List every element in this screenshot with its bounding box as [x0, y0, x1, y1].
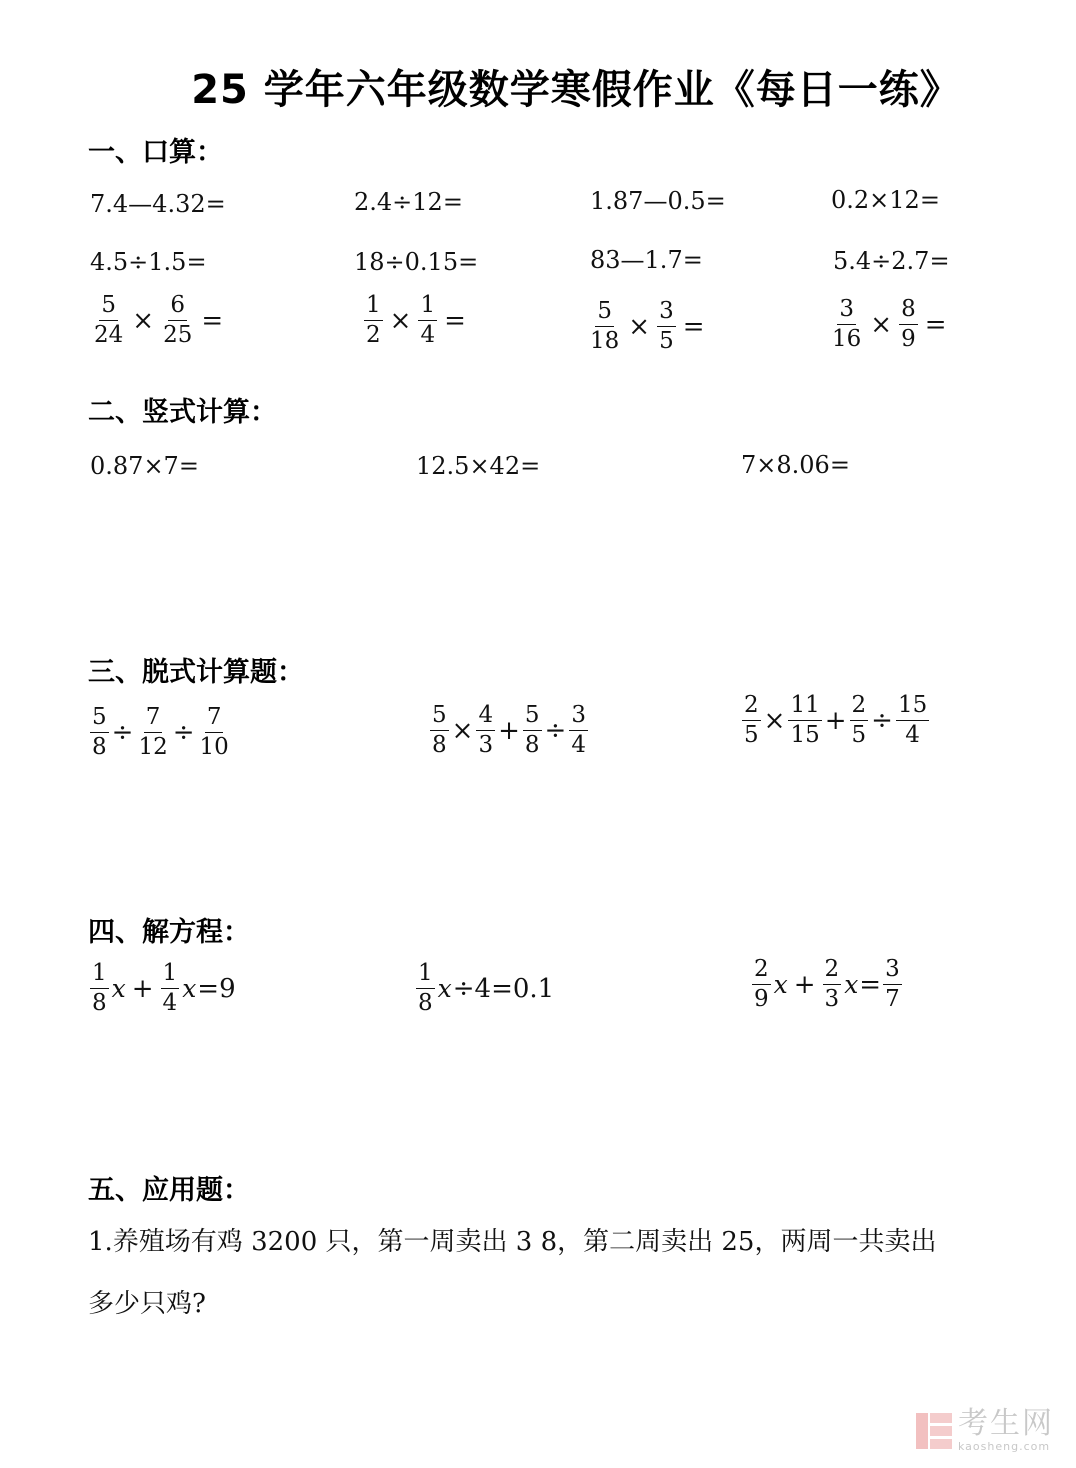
fraction: $\frac{15}{4}$	[897, 692, 928, 748]
operator: +	[131, 973, 154, 1004]
operator: ÷	[871, 705, 893, 736]
watermark-url: kaosheng.com	[958, 1440, 1051, 1453]
fraction: $\frac{1}{8}$	[92, 960, 107, 1016]
section-stepwise-heading: 三、脱式计算题：	[88, 657, 304, 688]
vertical-item: 0.87×7=	[90, 452, 199, 480]
equals-sign: =	[859, 969, 882, 1000]
fraction: $\frac{3}{7}$	[885, 956, 900, 1012]
section-word-problem-heading: 五、应用题：	[88, 1175, 250, 1206]
operator: ×	[763, 705, 786, 736]
word-problem-line: 多少只鸡?	[88, 1289, 206, 1319]
stepwise-item	[88, 706, 233, 759]
operator: +	[824, 705, 847, 736]
section-oral-heading: 一、口算：	[88, 137, 223, 168]
fraction: $\frac{2}{3}$	[824, 956, 840, 1012]
oral-fraction-item	[828, 298, 952, 351]
operator: +	[498, 715, 520, 746]
watermark	[916, 1406, 1054, 1453]
oral-item: 1.87—0.5=	[590, 187, 726, 215]
operator: ÷	[172, 717, 195, 748]
fraction: $\frac{7}{12}$	[138, 704, 168, 760]
stepwise-item	[740, 694, 931, 747]
equals-sign: =	[682, 311, 705, 342]
stepwise-item	[428, 704, 590, 757]
oral-item: 18÷0.15=	[354, 248, 479, 276]
fraction: $\frac{2}{5}$	[744, 692, 759, 748]
word-problem-line: 1.养殖场有鸡 3200 只，第一周卖出 3 8，第二周卖出 25，两周一共卖出	[88, 1227, 937, 1257]
fraction: $\frac{3}{16}$	[832, 296, 862, 352]
oral-item: 0.2×12=	[831, 186, 940, 214]
fraction: $\frac{5}{8}$	[92, 704, 107, 760]
vertical-item: 12.5×42=	[416, 452, 541, 480]
vertical-item: 7×8.06=	[741, 451, 850, 479]
oral-item: 4.5÷1.5=	[90, 248, 207, 276]
watermark-name: 考生网	[958, 1406, 1054, 1441]
fraction: $\frac{6}{25}$	[163, 292, 193, 348]
fraction: $\frac{1}{2}$	[366, 292, 381, 348]
fraction: $\frac{8}{9}$	[901, 296, 916, 352]
fraction: $\frac{7}{10}$	[199, 704, 229, 760]
fraction: $\frac{2}{9}$	[754, 956, 769, 1012]
operator: +	[793, 969, 816, 1000]
watermark-logo-icon	[916, 1413, 952, 1449]
fraction: $\frac{5}{24}$	[94, 292, 124, 348]
variable: x	[844, 970, 859, 999]
operator: ×	[628, 311, 651, 342]
fraction: $\frac{3}{4}$	[571, 702, 586, 758]
oral-item: 7.4—4.32=	[90, 190, 226, 218]
fraction: $\frac{11}{15}$	[790, 692, 820, 748]
variable: x	[182, 974, 197, 1003]
fraction: $\frac{3}{5}$	[659, 298, 674, 354]
operator: ×	[132, 305, 155, 336]
equals-sign: =	[924, 309, 947, 340]
variable: x	[111, 974, 126, 1003]
page-title: 25 学年六年级数学寒假作业《每日一练》	[191, 67, 961, 113]
equation-item	[88, 962, 236, 1015]
variable: x	[437, 974, 452, 1003]
fraction: $\frac{1}{8}$	[418, 960, 433, 1016]
fraction: $\frac{5}{8}$	[524, 702, 540, 758]
operator: ×	[870, 309, 893, 340]
operator: ÷	[544, 715, 567, 746]
oral-fraction-item	[362, 294, 471, 347]
fraction: $\frac{5}{18}$	[590, 298, 620, 354]
fraction: $\frac{4}{3}$	[478, 702, 494, 758]
equals-sign: =	[201, 305, 224, 336]
fraction: $\frac{2}{5}$	[851, 692, 867, 748]
equation-item	[414, 962, 554, 1015]
oral-fraction-item	[586, 300, 710, 353]
oral-item: 5.4÷2.7=	[833, 247, 950, 275]
oral-item: 83—1.7=	[590, 246, 703, 274]
fraction: $\frac{1}{4}$	[162, 960, 178, 1016]
oral-fraction-item	[90, 294, 228, 347]
equation-rest: ÷4=0.1	[452, 973, 555, 1004]
oral-item: 2.4÷12=	[354, 188, 463, 216]
fraction: $\frac{1}{4}$	[420, 292, 436, 348]
section-vertical-heading: 二、竖式计算：	[88, 397, 277, 428]
equals-sign: =	[444, 305, 466, 336]
section-equations-heading: 四、解方程：	[88, 917, 250, 948]
operator: ×	[451, 715, 474, 746]
variable: x	[773, 970, 788, 999]
fraction: $\frac{5}{8}$	[432, 702, 447, 758]
operator: ÷	[111, 717, 134, 748]
operator: ×	[389, 305, 412, 336]
equation-rhs: =9	[197, 973, 236, 1004]
equation-item	[750, 958, 904, 1011]
